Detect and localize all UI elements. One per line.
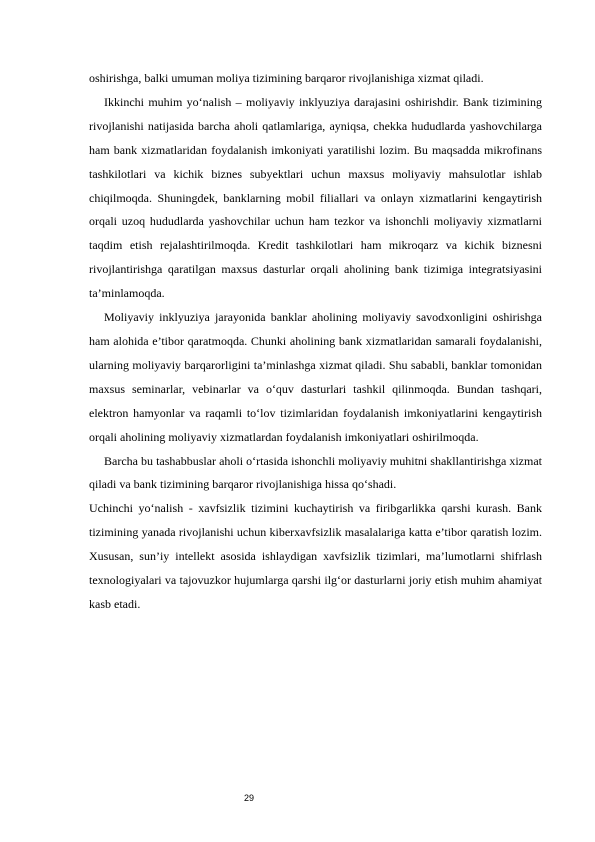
paragraph-continuation: oshirishga, balki umuman moliya tizimining barqaror rivojlanishiga xizmat qiladi. [89,71,484,85]
paragraph-initiatives: Barcha bu tashabbuslar aholi o‘rtasida ishonchli moliyaviy muhitni shakllantirishga xizmat qiladi va bank tizimining barqaror rivojlanishiga hissa qo‘shadi. [89,453,542,492]
paragraph-financial-literacy: Moliyaviy inklyuziya jarayonida banklar aholining moliyaviy savodxonligini oshirishga ham alohida e’tibor qaratmoqda. Chunki aholining bank xizmatlaridan samarali foydalanishi, ularning moliyaviy barqarorligini ta’minlashga xizmat qiladi. Shu sababli, banklar tomonidan maxsus seminarlar, vebinarlar va o‘quv dasturlari tashkil qilinmoqda. Bundan tashqari, elektron hamyonlar va raqamli to‘lov tizimlaridan foydalanish imkoniyatlarini kengaytirish orqali aholining moliyaviy xizmatlardan foydalanish imkoniyatlari oshirilmoqda. [89,310,542,444]
page-body [89,67,542,617]
page-number: 29 [244,793,255,803]
paragraph-financial-inclusion: Ikkinchi muhim yo‘nalish – moliyaviy inklyuziya darajasini oshirishdir. Bank tizimining rivojlanishi natijasida barcha aholi qatlamlariga, ayniqsa, chekka hududlarda yashovchilarga ham bank xizmatlaridan foydalanish imkoniyati yaratilishi lozim. Bu maqsadda mikrofinans tashkilotlari va kichik biznes subyektlari uchun maxsus moliyaviy mahsulotlar ishlab chiqilmoqda. Shuningdek, banklarning mobil filiallari va onlayn xizmatlarini kengaytirish orqali uzoq hududlarda yashovchilar uchun ham tezkor va ishonchli moliyaviy xizmatlarni taqdim etish rejalashtirilmoqda. Kredit tashkilotlari ham mikroqarz va kichik biznesni rivojlantirishga qaratilgan maxsus dasturlar orqali aholining bank tizimiga integratsiyasini ta’minlamoqda. [89,94,542,301]
paragraph-security: Uchinchi yo‘nalish - xavfsizlik tizimini kuchaytirish va firibgarlikka qarshi kurash. Bank tizimining yanada rivojlanishi uchun kiberxavfsizlik masalalariga katta e’tibor qaratish lozim. Xususan, sun’iy intellekt asosida ishlaydigan xavfsizlik tizimlari, ma’lumotlarni shifrlash texnologiyalari va tajovuzkor hujumlarga qarshi ilg‘or dasturlarni joriy etish muhim ahamiyat kasb etadi. [89,501,542,611]
